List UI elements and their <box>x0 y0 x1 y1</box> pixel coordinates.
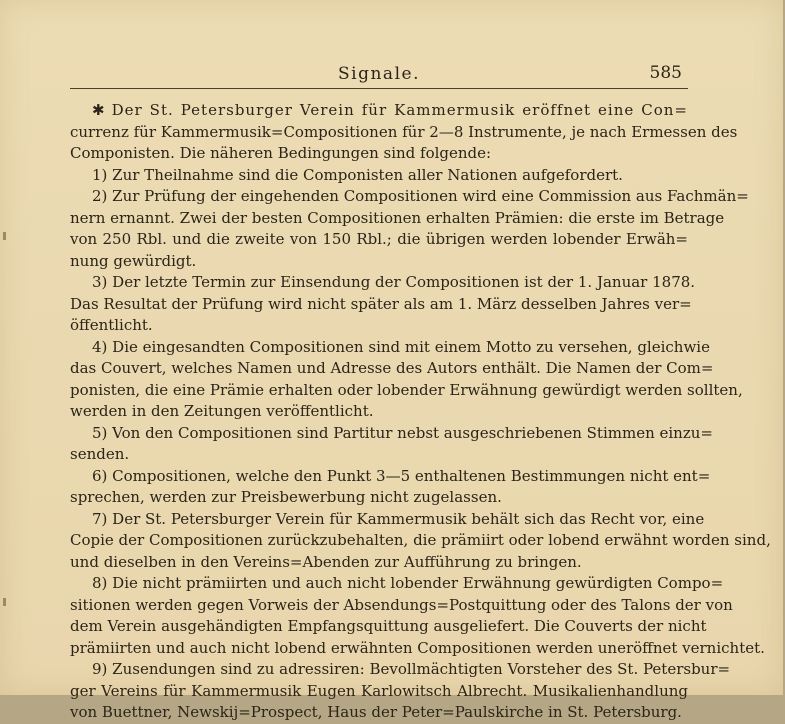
text-line <box>70 573 724 595</box>
text-line <box>70 100 688 122</box>
text-line <box>70 530 771 552</box>
text-line-content: dem Verein ausgehändigten Empfangsquittung ausgeliefert. Die Couverts der nicht <box>70 617 707 635</box>
text-line-content: ponisten, die eine Prämie erhalten oder lobender Erwähnung gewürdigt werden sollten, <box>70 380 743 399</box>
text-line-content: und dieselben in den Vereins=Abenden zur Aufführung zu bringen. <box>70 552 582 571</box>
text-line <box>70 208 725 230</box>
article-body <box>70 100 771 724</box>
text-line-content: nung gewürdigt. <box>70 251 197 270</box>
running-header <box>70 58 688 89</box>
text-line <box>70 659 731 681</box>
text-line <box>70 509 705 531</box>
text-line <box>70 337 710 359</box>
text-line-content: ger Vereins für Kammermusik Eugen Karlowitsch Albrecht. Musikalienhandlung <box>70 681 688 700</box>
text-line-content: currenz für Kammermusik=Compositionen für 2—8 Instrumente, je nach Ermessen des <box>70 122 738 141</box>
text-line-content: senden. <box>70 445 130 463</box>
text-line-content: öffentlicht. <box>70 316 153 334</box>
text-line <box>70 595 733 617</box>
text-line <box>70 444 688 466</box>
text-line <box>70 122 738 144</box>
page-number: 585 <box>649 63 682 83</box>
text-line-content: 1) Zur Theilnahme sind die Componisten aller Nationen aufgefordert. <box>92 165 623 184</box>
text-line-content: werden in den Zeitungen veröffentlicht. <box>70 402 374 420</box>
text-line-content: Copie der Compositionen zurückzubehalten, die prämiirt oder lobend erwähnt worden sind, <box>70 531 771 549</box>
text-line <box>70 143 688 165</box>
text-line-content: das Couvert, welches Namen und Adresse des Autors enthält. Die Namen der Com= <box>70 359 714 377</box>
text-line <box>70 251 688 273</box>
text-line <box>70 466 711 488</box>
text-line <box>70 315 688 337</box>
text-line-content: Das Resultat der Prüfung wird nicht später als am 1. März desselben Jahres ver= <box>70 294 692 313</box>
text-line-content: von Buettner, Newskij=Prospect, Haus der Peter=Paulskirche in St. Petersburg. <box>70 703 682 721</box>
text-line-content: 8) Die nicht prämiirten und auch nicht lobender Erwähnung gewürdigten Compo= <box>92 574 724 592</box>
text-line <box>70 681 688 703</box>
text-line-content: Der St. Petersburger Verein für Kammermusik eröffnet eine Con= <box>111 101 688 119</box>
text-line <box>70 294 692 316</box>
text-line <box>70 165 688 187</box>
text-line-content: 2) Zur Prüfung der eingehenden Compositionen wird eine Commission aus Fachmän= <box>92 187 749 205</box>
margin-mark <box>3 232 6 240</box>
text-line-content: prämiirten und auch nicht lobend erwähnten Compositionen werden uneröffnet vernichtet. <box>70 638 765 657</box>
text-line <box>70 358 714 380</box>
text-line-content: sprechen, werden zur Preisbewerbung nicht zugelassen. <box>70 488 502 506</box>
text-line <box>70 616 707 638</box>
text-line-content: 3) Der letzte Termin zur Einsendung der Compositionen ist der 1. Januar 1878. <box>92 273 696 291</box>
text-line-content: 4) Die eingesandten Compositionen sind mit einem Motto zu versehen, gleichwie <box>92 337 710 356</box>
text-line <box>70 487 688 509</box>
header-title: Signale. <box>338 64 420 84</box>
text-line-content: 7) Der St. Petersburger Verein für Kammermusik behält sich das Recht vor, eine <box>92 509 705 528</box>
text-line <box>70 423 713 445</box>
asterisk-icon: ✱ <box>92 101 106 119</box>
text-line <box>70 638 765 660</box>
text-line <box>70 401 688 423</box>
text-line-content: 5) Von den Compositionen sind Partitur nebst ausgeschriebenen Stimmen einzu= <box>92 423 713 442</box>
text-line-content: nern ernannt. Zwei der besten Compositionen erhalten Prämien: die erste im Betrage <box>70 208 725 227</box>
text-line-content: 6) Compositionen, welche den Punkt 3—5 enthaltenen Bestimmungen nicht ent= <box>92 466 711 485</box>
text-line-content: von 250 Rbl. und die zweite von 150 Rbl.; die übrigen werden lobender Erwäh= <box>70 230 688 248</box>
text-line <box>70 272 696 294</box>
margin-mark <box>3 598 6 606</box>
text-line <box>70 552 688 574</box>
text-line-content: 9) Zusendungen sind zu adressiren: Bevollmächtigten Vorsteher des St. Petersbur= <box>92 660 731 678</box>
text-line <box>70 186 749 208</box>
text-line <box>70 380 743 402</box>
text-line <box>70 702 688 724</box>
text-line-content: Componisten. Die näheren Bedingungen sind folgende: <box>70 144 492 162</box>
text-line-content: sitionen werden gegen Vorweis der Absendungs=Postquittung oder des Talons der von <box>70 595 733 614</box>
text-line <box>70 229 688 251</box>
